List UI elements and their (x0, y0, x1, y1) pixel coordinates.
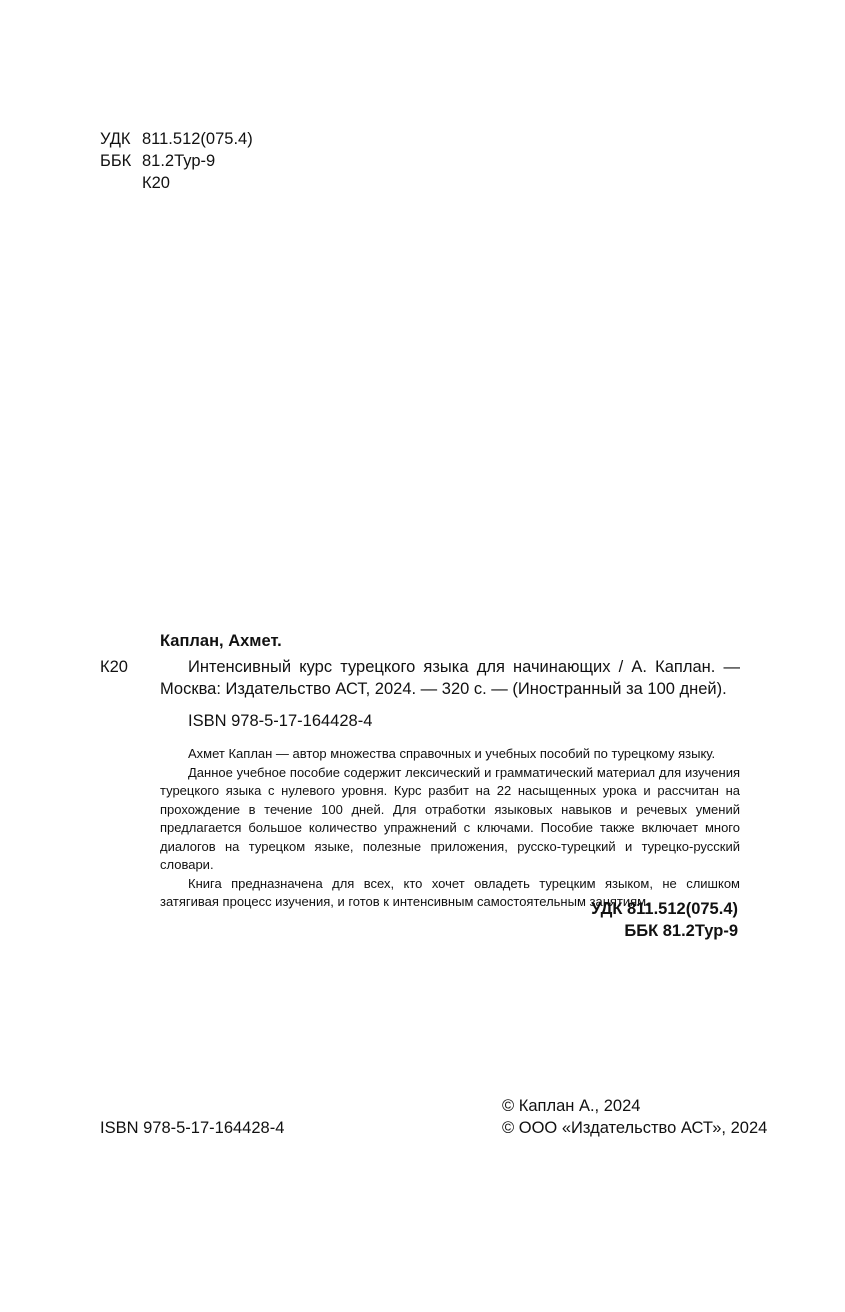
footer-isbn: ISBN 978-5-17-164428-4 (100, 1119, 285, 1137)
copyright-block (502, 1095, 767, 1139)
annotation-paragraph: Книга предназначена для всех, кто хочет овладеть турецким языком, не слишком затягивая процесс изучения, и готов к интенсивным самостоятельным занятиям. (160, 875, 740, 909)
card-author-mark: К20 (100, 658, 128, 676)
copyright-author: © Каплан А., 2024 (502, 1097, 641, 1115)
bibliographic-entry (160, 656, 740, 700)
udk-row (100, 128, 360, 150)
annotation-paragraph: Данное учебное пособие содержит лексический и грамматический материал для изучения турецкого языка с нулевого уровня. Курс разбит на 22 насыщенных урока и рассчитан на прохождение в течение 100 дней. Для отработки языковых навыков и речевых умений предлагается большое количество упражнений с ключами. Пособие также включает много диалогов на турецком языке, полезные приложения, русско-турецкий и турецко-русский словари. (160, 764, 740, 872)
card-bbk: ББК 81.2Тур-9 (624, 922, 738, 940)
annotation-paragraph: Ахмет Каплан — автор множества справочных и учебных пособий по турецкому языку. (188, 746, 716, 761)
bbk-value: 81.2Тур-9 (142, 152, 216, 170)
author-mark: К20 (142, 174, 170, 192)
bbk-label: ББК (100, 152, 132, 170)
annotation (160, 745, 740, 912)
author-heading: Каплан, Ахмет. (160, 632, 282, 650)
card-codes (591, 898, 738, 942)
copyright-publisher: © ООО «Издательство АСТ», 2024 (502, 1119, 768, 1137)
udk-value: 811.512(075.4) (142, 130, 253, 148)
card-udk: УДК 811.512(075.4) (591, 900, 738, 918)
classification-block (100, 128, 360, 194)
udk-label: УДК (100, 130, 131, 148)
card-isbn: ISBN 978-5-17-164428-4 (188, 712, 373, 730)
bbk-row (100, 150, 360, 172)
entry-text: Интенсивный курс турецкого языка для начинающих / А. Каплан. — Москва: Издательство АСТ, 2024. — 320 с. — (Иностранный за 100 дней). (160, 658, 740, 698)
author-mark-row (100, 172, 360, 194)
